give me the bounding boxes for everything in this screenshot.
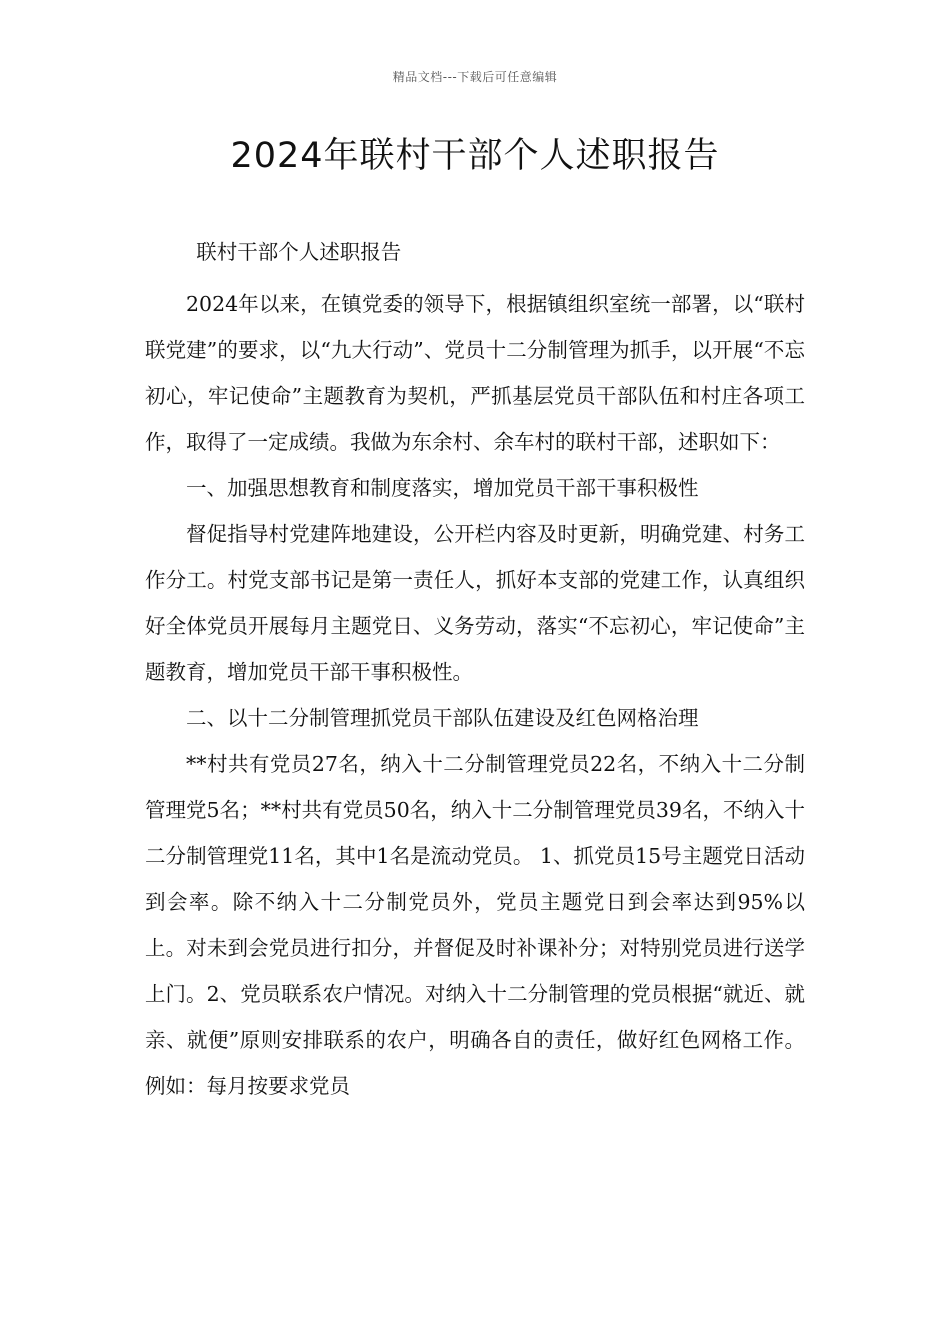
document-title: 2024年联村干部个人述职报告 <box>230 136 720 176</box>
paragraph-section-2: **村共有党员27名，纳入十二分制管理党员22名，不纳入十二分制管理党5名；**村共有党员50名，纳入十二分制管理党员39名，不纳入十二分制管理党11名，其中1名是流动党员。 1、抓党员15号主题党日活动到会率。除不纳入十二分制党员外，党员主题党日到会率达到95%以上。对未到会党员进行扣分，并督促及时补课补分；对特别党员进行送学上门。2、党员联系农户情况。对纳入十二分制管理的党员根据“就近、就亲、就便”原则安排联系的农户，明确各自的责任，做好红色网格工作。例如：每月按要求党员 <box>145 752 805 1098</box>
document-body <box>145 229 805 1109</box>
header-note: 精品文档---下载后可任意编辑 <box>392 70 558 84</box>
section-heading-2: 二、以十二分制管理抓党员干部队伍建设及红色网格治理 <box>186 706 699 730</box>
section-heading-1: 一、加强思想教育和制度落实，增加党员干部干事积极性 <box>186 476 699 500</box>
paragraph-intro: 2024年以来，在镇党委的领导下，根据镇组织室统一部署，以“联村联党建”的要求，以“九大行动”、党员十二分制管理为抓手，以开展“不忘初心，牢记使命”主题教育为契机，严抓基层党员干部队伍和村庄各项工作，取得了一定成绩。我做为东余村、余车村的联村干部，述职如下： <box>145 292 805 454</box>
document-subtitle: 联村干部个人述职报告 <box>196 240 402 264</box>
paragraph-section-1: 督促指导村党建阵地建设，公开栏内容及时更新，明确党建、村务工作分工。村党支部书记是第一责任人，抓好本支部的党建工作，认真组织好全体党员开展每月主题党日、义务劳动，落实“不忘初心，牢记使命”主题教育，增加党员干部干事积极性。 <box>145 522 805 684</box>
